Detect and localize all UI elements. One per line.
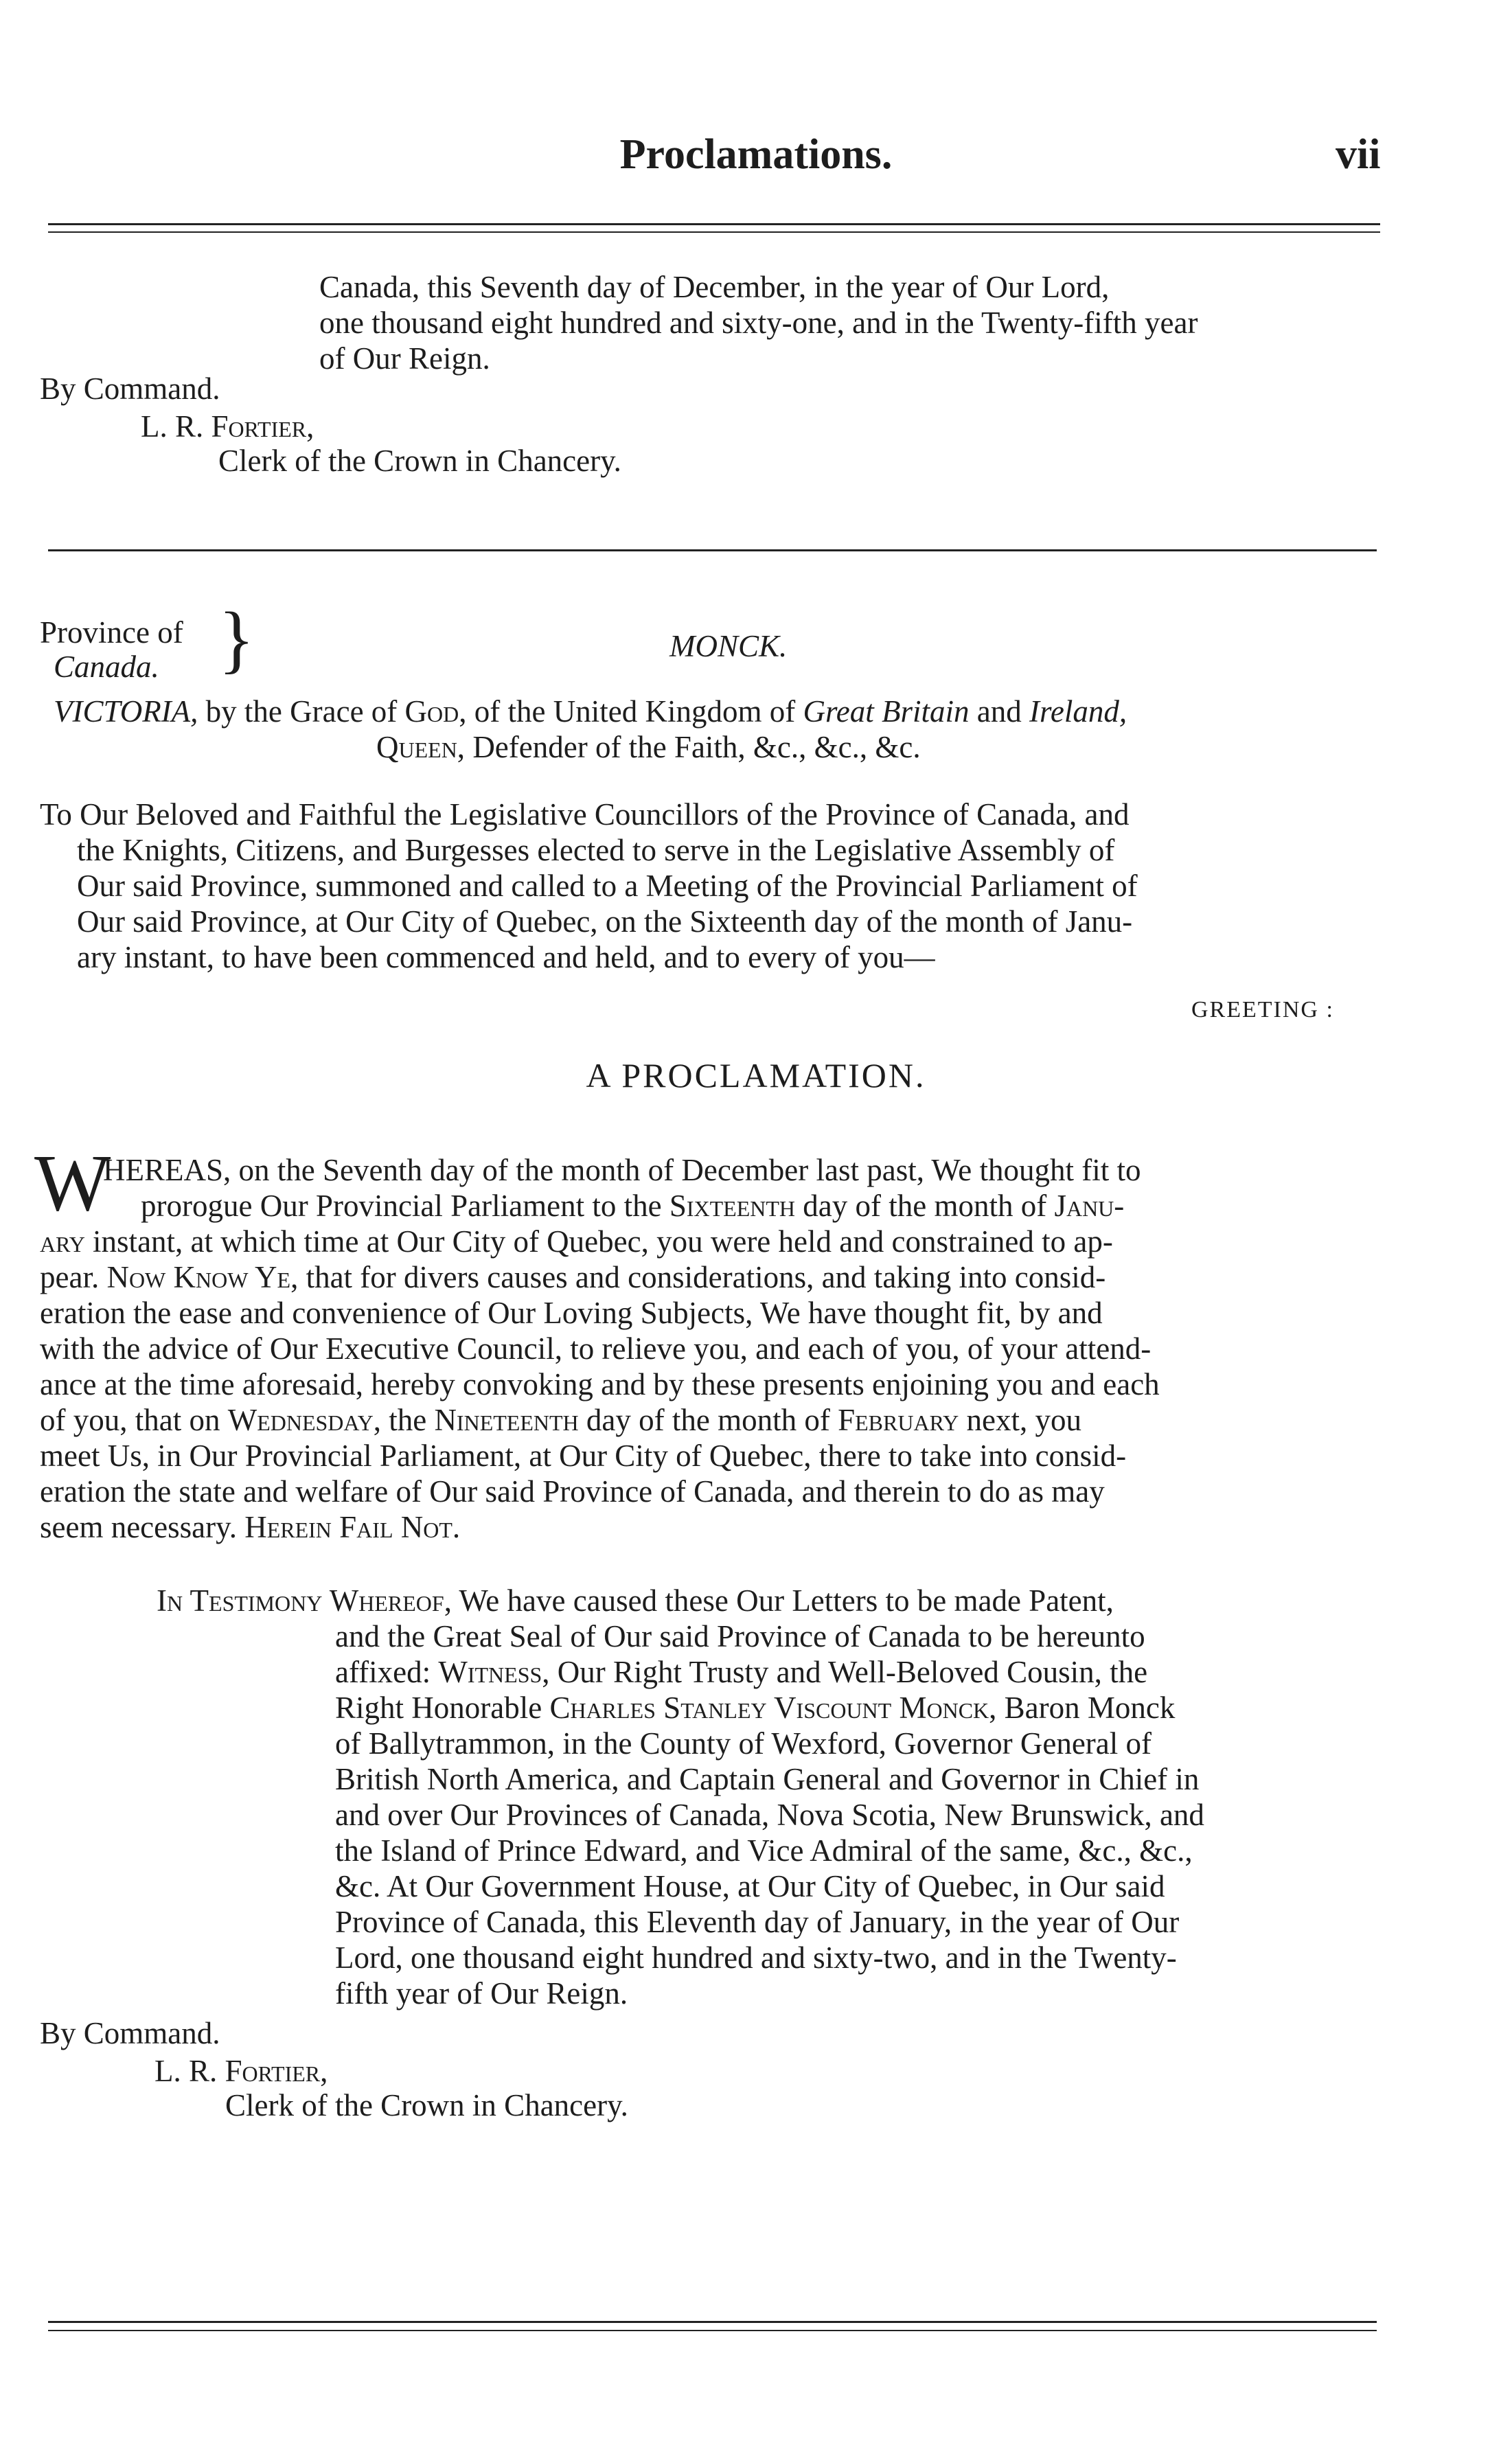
header-rule-top: [48, 223, 1380, 225]
signer-name-1: [141, 409, 314, 444]
and-word: and: [976, 694, 1022, 729]
header-rule-bottom: [48, 231, 1380, 233]
address-line-3: Our said Province, summoned and called to a Meeting of the Provincial Parliament of: [77, 869, 1138, 903]
queen: Queen,: [376, 730, 466, 764]
of-united-kingdom: of the United Kingdom of: [474, 694, 796, 729]
running-header-title: Proclamations.: [619, 131, 893, 178]
province-brace-icon: }: [218, 597, 255, 680]
governor-name: MONCK.: [669, 629, 788, 663]
testimony-line-3: affixed: Witness, Our Right Trusty and Well-Beloved Cousin, the: [335, 1655, 1148, 1689]
signer-name-1-text: L. R. Fortier,: [141, 409, 314, 444]
testimony-line-6: British North America, and Captain General and Governor in Chief in: [335, 1762, 1200, 1796]
page-number: vii: [1336, 131, 1381, 178]
address-line-1: To Our Beloved and Faithful the Legislative Councillors of the Province of Canada, and: [40, 797, 1130, 832]
god: God,: [404, 694, 467, 729]
proclamation-line-4: pear. Now Know Ye, that for divers causes and considerations, and taking into consid-: [40, 1260, 1106, 1294]
signer-title-1: Clerk of the Crown in Chancery.: [218, 444, 621, 478]
signer-title-2: Clerk of the Crown in Chancery.: [225, 2088, 628, 2122]
testimony-line-12: fifth year of Our Reign.: [335, 1976, 628, 2011]
ireland: Ireland,: [1029, 694, 1127, 729]
proclamation-line-6: with the advice of Our Executive Council, to relieve you, and each of you, of your attend-: [40, 1331, 1152, 1366]
dropcap-w: W: [34, 1138, 111, 1228]
signer-name-2-text: L. R. Fortier,: [154, 2054, 328, 2088]
testimony-line-10: Province of Canada, this Eleventh day of January, in the year of Our: [335, 1905, 1180, 1939]
address-line-5: ary instant, to have been commenced and held, and to every of you—: [77, 940, 935, 974]
testimony-line-4: Right Honorable Charles Stanley Viscount Monck, Baron Monck: [335, 1691, 1176, 1725]
testimony-line-7: and over Our Provinces of Canada, Nova Scotia, New Brunswick, and: [335, 1798, 1204, 1832]
testimony-line-9: &c. At Our Government House, at Our City of Quebec, in Our said: [335, 1869, 1165, 1903]
previous-proclamation-line-1: Canada, this Seventh day of December, in the year of Our Lord,: [319, 270, 1110, 304]
proclamation-line-11: seem necessary. Herein Fail Not.: [40, 1510, 461, 1544]
by-grace-of: by the Grace of: [205, 694, 398, 729]
footer-rule-bottom: [48, 2330, 1377, 2331]
testimony-line-8: the Island of Prince Edward, and Vice Admiral of the same, &c., &c.,: [335, 1833, 1193, 1868]
signer-name-2: [154, 2053, 328, 2089]
proclamation-line-8: of you, that on Wednesday, the Nineteenth day of the month of February next, you: [40, 1403, 1081, 1437]
testimony-line-1: In Testimony Whereof, We have caused these Our Letters to be made Patent,: [157, 1583, 1114, 1618]
testimony-line-2: and the Great Seal of Our said Province of Canada to be hereunto: [335, 1619, 1145, 1653]
victoria: VICTORIA,: [54, 694, 198, 729]
footer-rule-top: [48, 2321, 1377, 2323]
proclamation-line-5: eration the ease and convenience of Our Loving Subjects, We have thought fit, by and: [40, 1296, 1103, 1330]
royal-title-line-2: [376, 729, 921, 765]
proclamation-line-7: ance at the time aforesaid, hereby convoking and by these presents enjoining you and each: [40, 1367, 1160, 1401]
proclamation-line-9: meet Us, in Our Provincial Parliament, at Our City of Quebec, there to take into consid-: [40, 1439, 1127, 1473]
section-divider-rule: [48, 549, 1377, 551]
great-britain: Great Britain: [803, 694, 970, 729]
proclamation-line-3: ary instant, at which time at Our City of Quebec, you were held and constrained to ap-: [40, 1224, 1113, 1259]
royal-title-line-1: [54, 694, 1389, 729]
address-line-4: Our said Province, at Our City of Quebec, on the Sixteenth day of the month of Janu-: [77, 904, 1133, 939]
proclamation-line-2: prorogue Our Provincial Parliament to the Sixteenth day of the month of Janu-: [141, 1189, 1125, 1223]
greeting: GREETING :: [1191, 997, 1334, 1022]
testimony-line-11: Lord, one thousand eight hundred and sixty-two, and in the Twenty-: [335, 1940, 1177, 1975]
proclamation-line-10: eration the state and welfare of Our said Province of Canada, and therein to do as may: [40, 1474, 1105, 1509]
address-line-2: the Knights, Citizens, and Burgesses elected to serve in the Legislative Assembly of: [77, 833, 1115, 867]
province-of-line: Province of: [40, 615, 183, 650]
defender-of-faith: Defender of the Faith, &c., &c., &c.: [472, 730, 921, 764]
by-command-1: By Command.: [40, 371, 220, 406]
by-command-2: By Command.: [40, 2016, 220, 2050]
previous-proclamation-line-2: one thousand eight hundred and sixty-one, and in the Twenty-fifth year: [319, 306, 1198, 340]
proclamation-heading: A PROCLAMATION.: [586, 1056, 926, 1095]
canada-line: Canada.: [54, 650, 159, 684]
testimony-line-5: of Ballytrammon, in the County of Wexford, Governor General of: [335, 1726, 1152, 1761]
proclamation-line-1: HEREAS, on the Seventh day of the month of December last past, We thought fit to: [103, 1153, 1141, 1187]
previous-proclamation-line-3: of Our Reign.: [319, 341, 490, 376]
